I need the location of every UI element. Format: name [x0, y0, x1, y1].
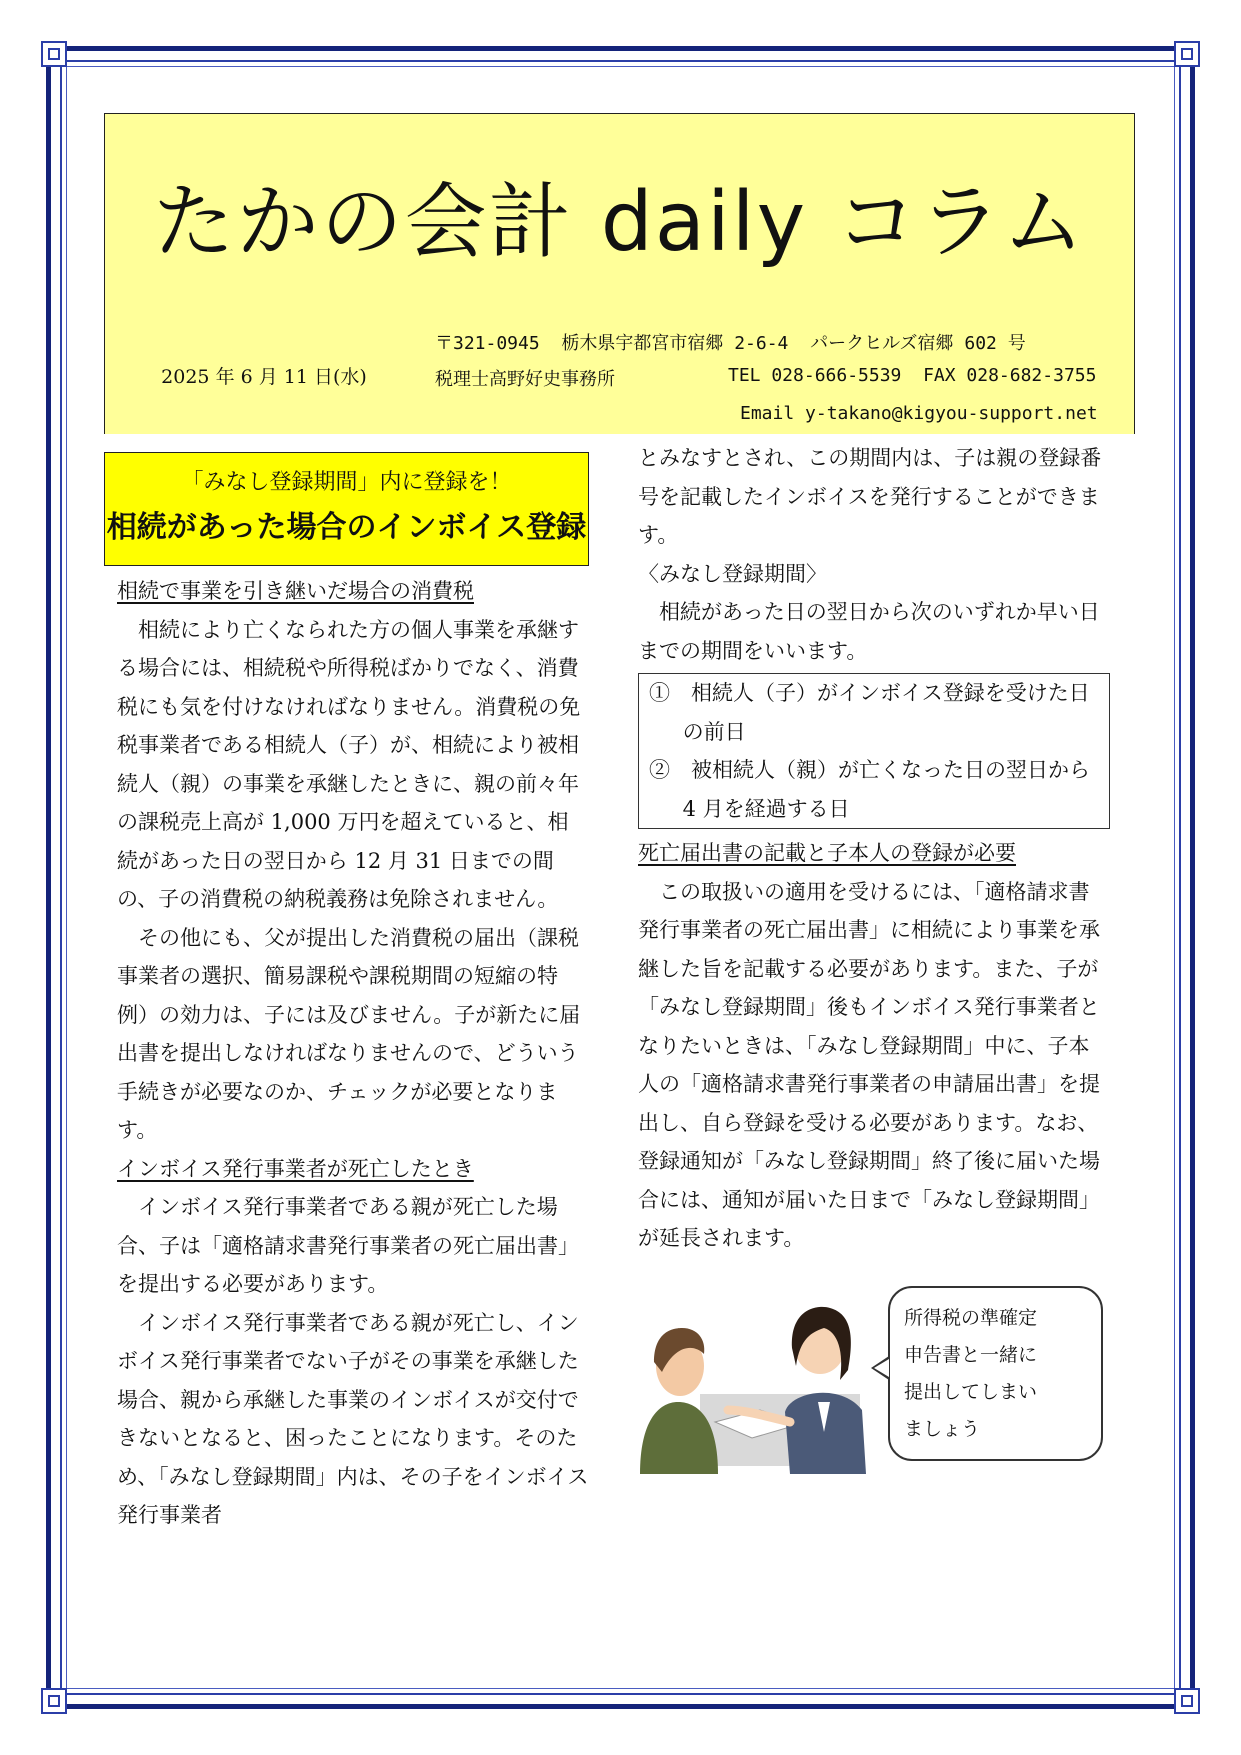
office-tel-fax: TEL 028-666-5539 FAX 028-682-3755 — [728, 365, 1097, 386]
consultation-illustration — [640, 1282, 875, 1474]
office-info — [423, 317, 1134, 434]
section-heading: インボイス発行事業者が死亡したとき — [117, 1156, 474, 1181]
body-paragraph: とみなすとされ、この期間内は、子は親の登録番号を記載したインボイスを発行することができます。 — [638, 446, 1102, 547]
bubble-line: 申告書と一緒に — [904, 1344, 1038, 1366]
section-heading: 相続で事業を引き継いだ場合の消費税 — [117, 579, 474, 603]
corner-ornament — [1174, 1688, 1200, 1714]
list-item: ② 被相続人（親）が亡くなった日の翌日から 4 月を経過する日 — [649, 758, 1090, 821]
headline-box — [104, 452, 589, 566]
body-paragraph: 相続があった日の翌日から次のいずれか早い日までの期間をいいます。 — [638, 600, 1100, 663]
corner-ornament — [41, 41, 67, 67]
body-paragraph: インボイス発行事業者である親が死亡した場合、子は「適格請求書発行事業者の死亡届出書」を提出する必要があります。 — [117, 1195, 579, 1296]
body-paragraph: この取扱いの適用を受けるには、「適格請求書発行事業者の死亡届出書」に相続により事業を承継した旨を記載する必要があります。また、子が「みなし登録期間」後もインボイス発行事業者となりたいときは、「みなし登録期間」中に、子本人の「適格請求書発行事業者の申請届出書」を提出し、自ら登録を受ける必要があります。なお、登録通知が「みなし登録期間」終了後に届いた場合には、通知が届いた日まで「みなし登録期間」が延長されます。 — [638, 879, 1100, 1250]
body-paragraph: その他にも、父が提出した消費税の届出（課税事業者の選択、簡易課税や課税期間の短縮の特例）の効力は、子には及びません。子が新たに届出書を提出しなければなりませんので、どういう手続きが必要なのか、チェックが必要となります。 — [117, 925, 581, 1142]
subheading: 〈みなし登録期間〉 — [638, 561, 827, 586]
right-column — [638, 439, 1110, 1258]
newsletter-title: たかの会計 daily コラム — [152, 175, 1087, 270]
section-heading: 死亡届出書の記載と子本人の登録が必要 — [638, 841, 1016, 865]
speech-bubble — [888, 1286, 1103, 1461]
newsletter-header — [104, 113, 1135, 434]
period-list-box — [638, 673, 1110, 829]
bubble-line: ましょう — [904, 1418, 981, 1440]
speech-bubble-tail-fill — [874, 1359, 889, 1377]
corner-ornament — [41, 1688, 67, 1714]
bubble-line: 所得税の準確定 — [904, 1307, 1038, 1329]
bubble-line: 提出してしまい — [904, 1381, 1038, 1403]
list-item: ① 相続人（子）がインボイス登録を受けた日の前日 — [649, 681, 1090, 744]
office-address: 〒321-0945 栃木県宇都宮市宿郷 2-6-4 パークヒルズ宿郷 602 号 — [435, 333, 1026, 354]
corner-ornament — [1174, 41, 1200, 67]
body-paragraph: インボイス発行事業者である親が死亡し、インボイス発行事業者でない子がその事業を承継した場合、親から承継した事業のインボイスが交付できないとなると、困ったことになります。そのため、「みなし登録期間」内は、その子をインボイス発行事業者 — [117, 1310, 589, 1527]
title-area — [105, 114, 1134, 318]
body-paragraph: 相続により亡くなられた方の個人事業を承継する場合には、相続税や所得税ばかりでなく、消費税にも気を付けなければなりません。消費税の免税事業者である相続人（子）が、相続により被相続人（親）の事業を承継したときに、親の前々年の課税売上高が 1,000 万円を超えていると、相続があった日の翌日から 12 月 31 日までの間の、子の消費税の納税義務は免除されません。 — [117, 617, 581, 911]
left-column — [117, 572, 589, 1535]
office-name: 税理士高野好史事務所 — [435, 369, 615, 390]
issue-date: 2025 年 6 月 11 日(水) — [105, 317, 424, 434]
headline-subtitle: 「みなし登録期間」内に登録を！ — [181, 470, 512, 495]
office-email: Email y-takano@kigyou-support.net — [740, 403, 1098, 424]
headline-title: 相続があった場合のインボイス登録 — [106, 510, 587, 545]
